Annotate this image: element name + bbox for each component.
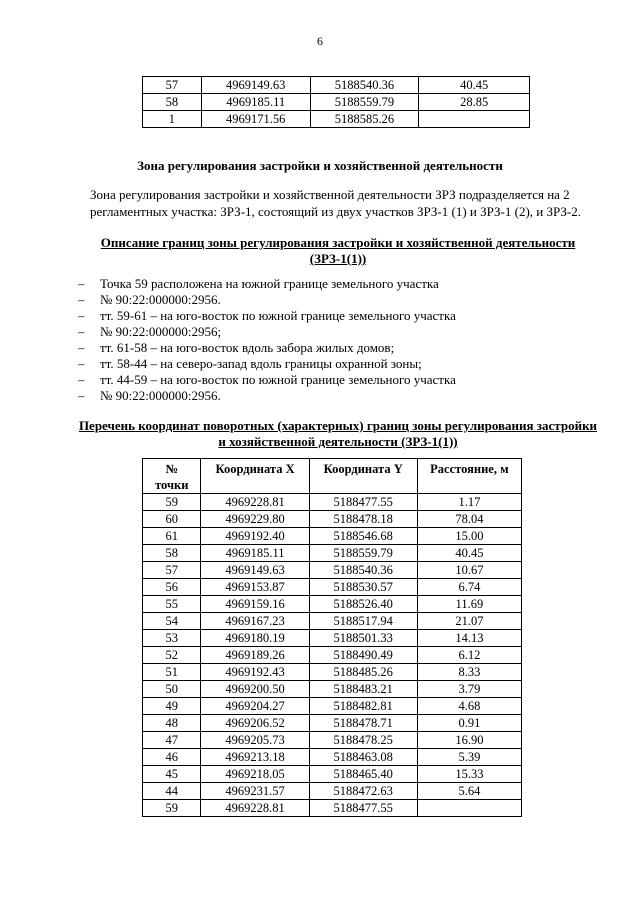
table-cell: 5188482.81 — [309, 698, 417, 715]
table-cell: 57 — [143, 77, 202, 94]
table-cell: 60 — [143, 511, 201, 528]
table-cell: 48 — [143, 715, 201, 732]
table-cell: 10.67 — [417, 562, 521, 579]
table-cell: 4969192.40 — [201, 528, 309, 545]
dash-marker: – — [78, 292, 85, 307]
table-cell: 21.07 — [417, 613, 521, 630]
table-cell: 5188559.79 — [310, 94, 419, 111]
table-header-row — [143, 459, 522, 494]
table-cell: 5188478.18 — [309, 511, 417, 528]
table-cell: 54 — [143, 613, 201, 630]
table-cell: 4969200.50 — [201, 681, 309, 698]
table-cell: 45 — [143, 766, 201, 783]
table-cell: 4969206.52 — [201, 715, 309, 732]
table-cell: 58 — [143, 545, 201, 562]
table-cell: 15.33 — [417, 766, 521, 783]
table-cell: 1.17 — [417, 494, 521, 511]
table-row — [143, 732, 522, 749]
table-cell: 8.33 — [417, 664, 521, 681]
list-item — [78, 356, 456, 372]
table-row — [143, 77, 530, 94]
table-cell: 4969167.23 — [201, 613, 309, 630]
boundary-title-line1: Описание границ зоны регулирования застройки и хозяйственной деятельности — [100, 235, 576, 250]
table-cell: 52 — [143, 647, 201, 664]
top-coordinates-table — [142, 76, 530, 128]
list-item-text: № 90:22:000000:2956; — [100, 324, 222, 339]
table-cell: 53 — [143, 630, 201, 647]
coordinates-table — [142, 458, 522, 817]
table-row — [143, 715, 522, 732]
coordinates-table-body — [143, 494, 522, 817]
table-cell: 4969159.16 — [201, 596, 309, 613]
table-cell: 5188526.40 — [309, 596, 417, 613]
table-cell: 5188478.25 — [309, 732, 417, 749]
table-cell: 6.74 — [417, 579, 521, 596]
table-row — [143, 579, 522, 596]
table-row — [143, 749, 522, 766]
header-coord-x: Координата X — [201, 459, 309, 494]
page-number: 6 — [317, 34, 323, 48]
table-cell: 4969149.63 — [201, 77, 310, 94]
table-row — [143, 613, 522, 630]
table-cell: 78.04 — [417, 511, 521, 528]
table-cell: 4969180.19 — [201, 630, 309, 647]
table-cell: 5188540.36 — [309, 562, 417, 579]
table-cell: 5188485.26 — [309, 664, 417, 681]
boundary-description-title — [78, 235, 598, 267]
list-item-text: № 90:22:000000:2956. — [100, 292, 221, 307]
table-row — [143, 647, 522, 664]
table-cell: 59 — [143, 494, 201, 511]
table-row — [143, 800, 522, 817]
table-cell: 5188477.55 — [309, 494, 417, 511]
coord-title-line1: Перечень координат поворотных (характерных) границ зоны регулирования застройки — [78, 418, 598, 433]
table-cell: 5188490.49 — [309, 647, 417, 664]
dash-marker: – — [78, 388, 85, 403]
table-cell: 4969192.43 — [201, 664, 309, 681]
boundary-title-line2: (ЗРЗ-1(1)) — [309, 251, 367, 266]
list-item-text: тт. 44-59 – на юго-восток по южной границе земельного участка — [100, 372, 456, 387]
table-cell: 40.45 — [419, 77, 530, 94]
table-cell: 4969228.81 — [201, 494, 309, 511]
table-cell: 59 — [143, 800, 201, 817]
table-cell: 58 — [143, 94, 202, 111]
dash-marker: – — [78, 308, 85, 323]
table-cell: 55 — [143, 596, 201, 613]
table-cell: 46 — [143, 749, 201, 766]
table-cell: 4969171.56 — [201, 111, 310, 128]
coordinate-list-title — [78, 418, 598, 450]
table-cell: 61 — [143, 528, 201, 545]
list-item-text: тт. 61-58 – на юго-восток вдоль забора жилых домов; — [100, 340, 395, 355]
top-table-body — [143, 77, 530, 128]
table-row — [143, 494, 522, 511]
header-point-number — [143, 459, 201, 494]
list-item — [78, 340, 456, 356]
table-cell — [417, 800, 521, 817]
table-cell — [419, 111, 530, 128]
table-cell: 5188472.63 — [309, 783, 417, 800]
table-row — [143, 664, 522, 681]
list-item — [78, 372, 456, 388]
table-cell: 5188546.68 — [309, 528, 417, 545]
table-cell: 15.00 — [417, 528, 521, 545]
dash-marker: – — [78, 276, 85, 291]
table-cell: 0.91 — [417, 715, 521, 732]
dash-marker: – — [78, 340, 85, 355]
table-cell: 4.68 — [417, 698, 521, 715]
table-cell: 4969228.81 — [201, 800, 309, 817]
table-cell: 4969229.80 — [201, 511, 309, 528]
header-distance: Расстояние, м — [417, 459, 521, 494]
table-cell: 5.64 — [417, 783, 521, 800]
header-num-line2: точки — [155, 478, 189, 492]
table-cell: 49 — [143, 698, 201, 715]
table-row — [143, 681, 522, 698]
table-cell: 1 — [143, 111, 202, 128]
table-cell: 5188483.21 — [309, 681, 417, 698]
table-row — [143, 528, 522, 545]
list-item-text: Точка 59 расположена на южной границе земельного участка — [100, 276, 439, 291]
list-item — [78, 308, 456, 324]
table-cell: 5188463.08 — [309, 749, 417, 766]
list-item-text: № 90:22:000000:2956. — [100, 388, 221, 403]
table-cell: 57 — [143, 562, 201, 579]
table-row — [143, 783, 522, 800]
list-item-text: тт. 58-44 – на северо-запад вдоль границы охранной зоны; — [100, 356, 422, 371]
table-row — [143, 562, 522, 579]
table-cell: 4969218.05 — [201, 766, 309, 783]
table-cell: 44 — [143, 783, 201, 800]
table-cell: 4969189.26 — [201, 647, 309, 664]
table-row — [143, 596, 522, 613]
dash-marker: – — [78, 356, 85, 371]
table-row — [143, 766, 522, 783]
table-row — [143, 698, 522, 715]
table-cell: 50 — [143, 681, 201, 698]
zone-description: Зона регулирования застройки и хозяйственной деятельности ЗРЗ подразделяется на 2 регламентных участка: ЗРЗ-1, состоящий из двух участков ЗРЗ-1 (1) и ЗРЗ-1 (2), и ЗРЗ-2. — [90, 187, 581, 219]
table-row — [143, 511, 522, 528]
table-cell: 3.79 — [417, 681, 521, 698]
table-cell: 5188530.57 — [309, 579, 417, 596]
zone-title: Зона регулирования застройки и хозяйственной деятельности — [137, 158, 503, 173]
table-cell: 4969231.57 — [201, 783, 309, 800]
table-cell: 5188465.40 — [309, 766, 417, 783]
table-cell: 28.85 — [419, 94, 530, 111]
boundary-description-list — [78, 276, 456, 404]
table-cell: 5188501.33 — [309, 630, 417, 647]
list-item — [78, 324, 456, 340]
list-item — [78, 388, 456, 404]
table-row — [143, 630, 522, 647]
table-cell: 11.69 — [417, 596, 521, 613]
table-cell: 4969205.73 — [201, 732, 309, 749]
table-cell: 5188559.79 — [309, 545, 417, 562]
table-cell: 47 — [143, 732, 201, 749]
table-row — [143, 545, 522, 562]
table-cell: 56 — [143, 579, 201, 596]
table-cell: 51 — [143, 664, 201, 681]
table-row — [143, 111, 530, 128]
table-cell: 5188540.36 — [310, 77, 419, 94]
table-cell: 4969153.87 — [201, 579, 309, 596]
header-coord-y: Координата Y — [309, 459, 417, 494]
table-cell: 5188517.94 — [309, 613, 417, 630]
table-cell: 5188477.55 — [309, 800, 417, 817]
table-cell: 40.45 — [417, 545, 521, 562]
coord-title-line2: и хозяйственной деятельности (ЗРЗ-1(1)) — [218, 434, 458, 449]
list-item — [78, 292, 456, 308]
table-row — [143, 94, 530, 111]
table-cell: 4969185.11 — [201, 94, 310, 111]
header-num-line1: № — [165, 462, 179, 476]
table-cell: 5188585.26 — [310, 111, 419, 128]
list-item-text: тт. 59-61 – на юго-восток по южной границе земельного участка — [100, 308, 456, 323]
table-cell: 16.90 — [417, 732, 521, 749]
list-item — [78, 276, 456, 292]
table-cell: 5188478.71 — [309, 715, 417, 732]
table-cell: 4969204.27 — [201, 698, 309, 715]
table-cell: 4969149.63 — [201, 562, 309, 579]
table-cell: 14.13 — [417, 630, 521, 647]
dash-marker: – — [78, 324, 85, 339]
dash-marker: – — [78, 372, 85, 387]
table-cell: 5.39 — [417, 749, 521, 766]
table-cell: 4969213.18 — [201, 749, 309, 766]
table-cell: 4969185.11 — [201, 545, 309, 562]
table-cell: 6.12 — [417, 647, 521, 664]
